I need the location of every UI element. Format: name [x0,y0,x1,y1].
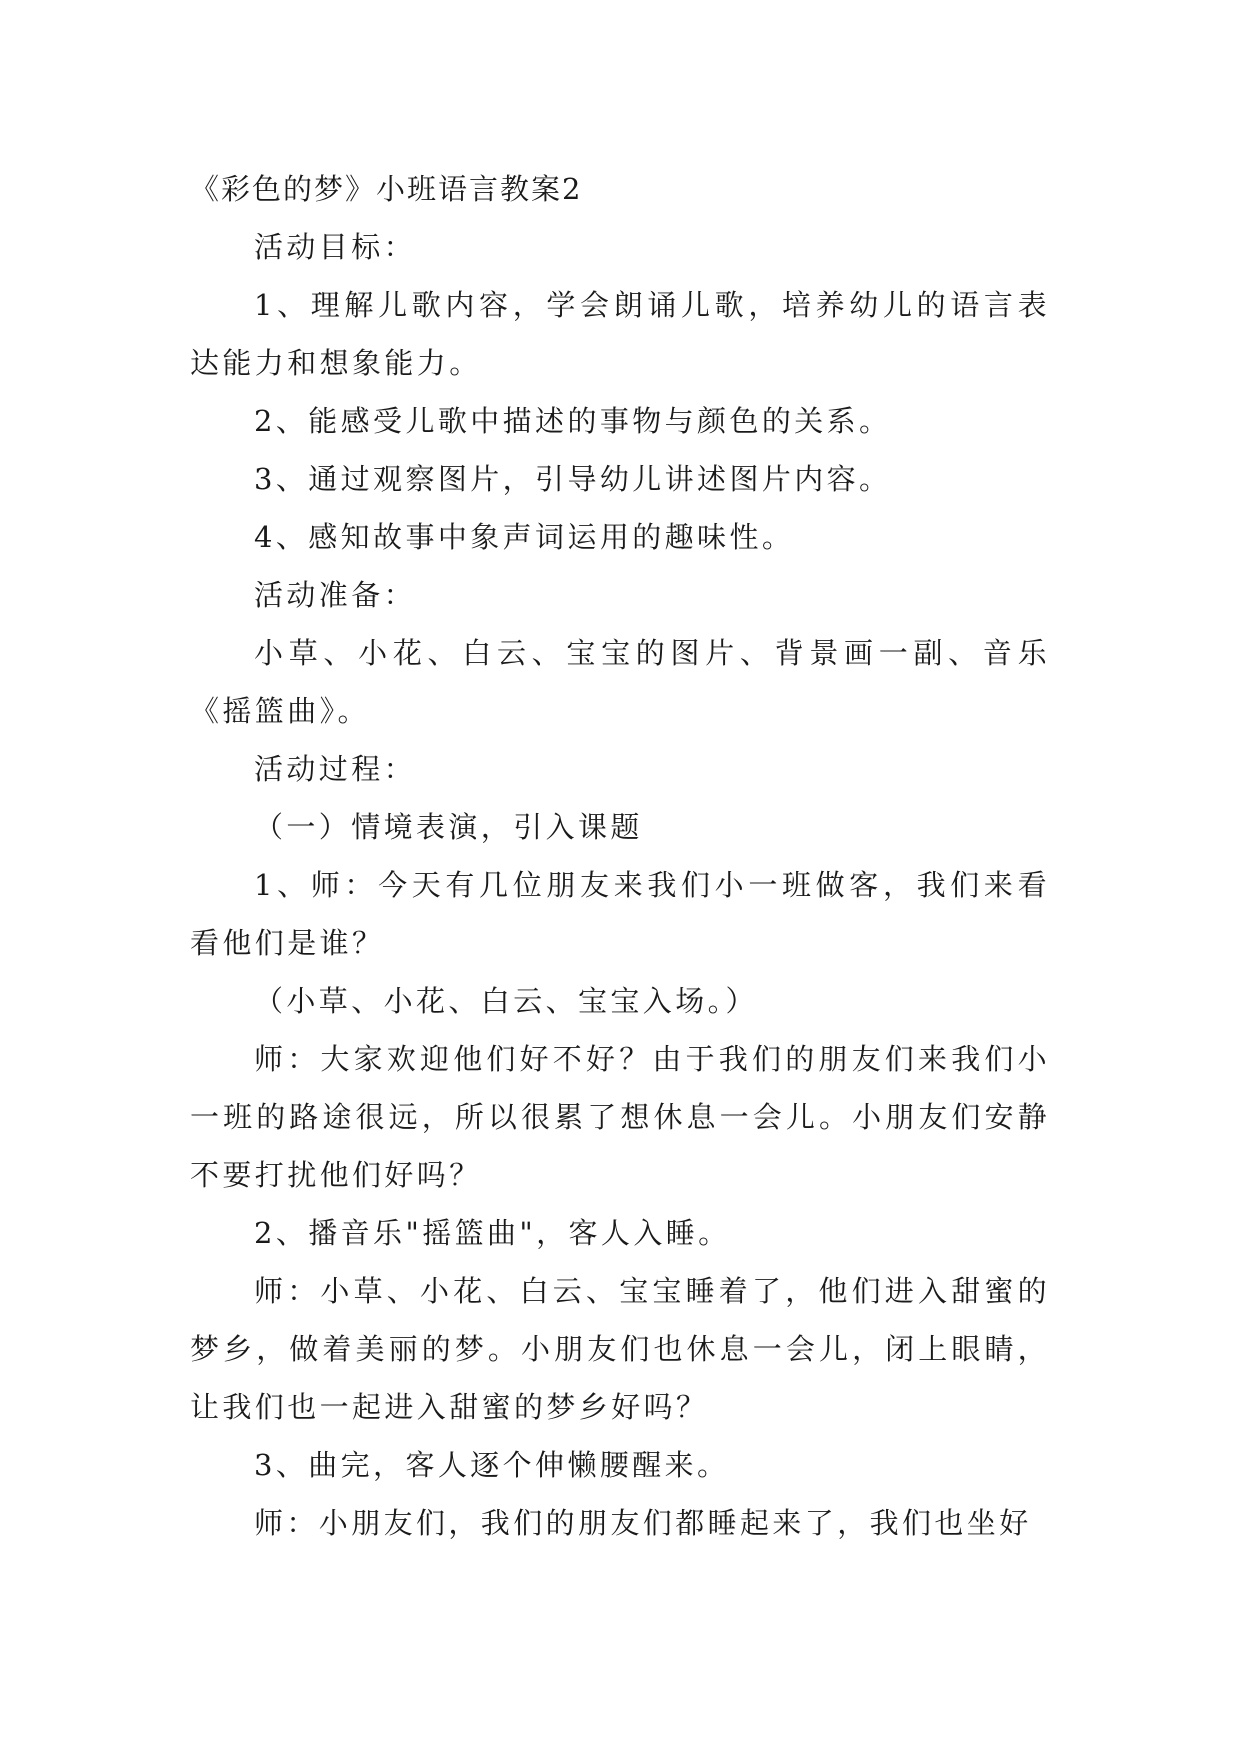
teacher-dialogue-1: 师：大家欢迎他们好不好？由于我们的朋友们来我们小一班的路途很远，所以很累了想休息一会儿。小朋友们安静不要打扰他们好吗？ [190,1042,1050,1192]
document-title: 《彩色的梦》小班语言教案2 [190,172,583,206]
objective-item-2: 2、能感受儿歌中描述的事物与颜色的关系。 [254,404,892,438]
process-step-2: 2、播音乐"摇篮曲"，客人入睡。 [254,1216,731,1250]
process-step-3: 3、曲完，客人逐个伸懒腰醒来。 [254,1448,730,1482]
objective-item-3: 3、通过观察图片，引导幼儿讲述图片内容。 [254,462,892,496]
section-heading-preparation: 活动准备： [254,578,417,612]
stage-direction: （小草、小花、白云、宝宝入场。） [254,984,758,1018]
objective-item-4: 4、感知故事中象声词运用的趣味性。 [254,520,795,554]
teacher-dialogue-2: 师：小草、小花、白云、宝宝睡着了，他们进入甜蜜的梦乡，做着美丽的梦。小朋友们也休息一会儿，闭上眼睛，让我们也一起进入甜蜜的梦乡好吗？ [190,1274,1050,1424]
process-step-1: 1、师：今天有几位朋友来我们小一班做客，我们来看看他们是谁？ [190,868,1050,960]
document-body [190,160,1050,1552]
process-subheading-1: （一）情境表演，引入课题 [254,810,643,844]
section-heading-process: 活动过程： [254,752,417,786]
preparation-text: 小草、小花、白云、宝宝的图片、背景画一副、音乐《摇篮曲》。 [190,636,1050,728]
teacher-dialogue-3: 师：小朋友们，我们的朋友们都睡起来了，我们也坐好 [254,1506,1032,1540]
section-heading-objectives: 活动目标： [254,230,417,264]
objective-item-1: 1、理解儿歌内容，学会朗诵儿歌，培养幼儿的语言表达能力和想象能力。 [190,288,1050,380]
